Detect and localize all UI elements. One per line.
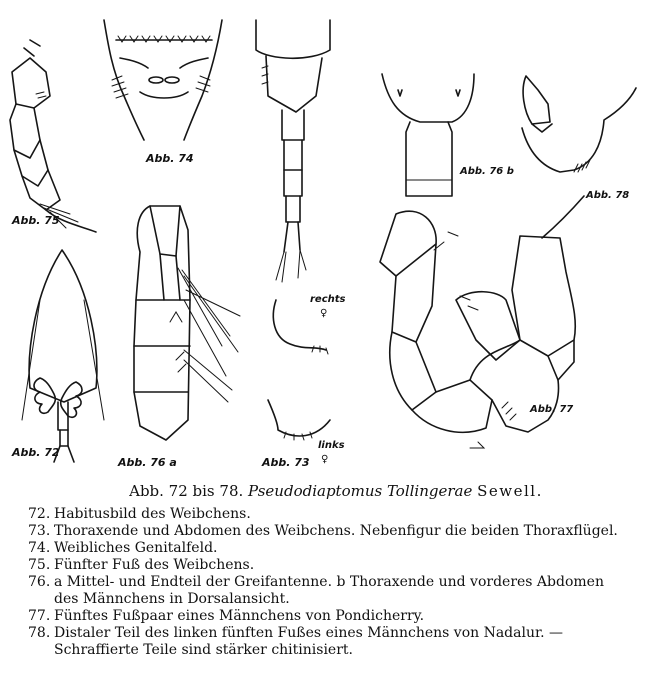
label-rechts: rechts	[310, 294, 346, 305]
legend-item: 74. Weibliches Genitalfeld.	[28, 540, 218, 556]
figure-caption-title	[0, 482, 672, 500]
legend-item: 75. Fünfter Fuß des Weibchens.	[28, 557, 255, 573]
caption-block	[0, 480, 672, 700]
caption-species: Pseudodiaptomus Tollingerae	[248, 482, 473, 500]
caption-author: Sewell.	[477, 482, 543, 500]
label-abb77: Abb. 77	[530, 404, 574, 415]
label-abb76b: Abb. 76 b	[460, 166, 514, 177]
drawing-abb78	[522, 76, 636, 172]
label-abb72: Abb. 72	[12, 446, 60, 459]
label-abb78: Abb. 78	[586, 190, 630, 201]
drawing-abb74	[104, 20, 222, 140]
label-abb75: Abb. 75	[12, 214, 60, 227]
label-abb74: Abb. 74	[146, 152, 194, 165]
legend-item: 72. Habitusbild des Weibchens.	[28, 506, 251, 522]
legend-item: 78. Distaler Teil des linken fünften Fußes eines Männchens von Nadalur. — Schraffierte Teile sind stärker chitinisiert.	[28, 625, 564, 658]
drawing-abb75	[10, 40, 96, 232]
legend-item: 76. a Mittel- und Endteil der Greifantenne. b Thoraxende und vorderes Abdomen des Männchens in Dorsalansicht.	[28, 574, 604, 607]
label-abb73: Abb. 73	[262, 456, 310, 469]
label-abb76a: Abb. 76 a	[118, 456, 177, 469]
drawing-abb76b	[382, 74, 474, 196]
caption-prefix: Abb. 72 bis 78.	[129, 482, 244, 500]
female-sign-links: ♀	[321, 454, 329, 465]
label-links: links	[318, 440, 345, 451]
legend-item: 73. Thoraxende und Abdomen des Weibchens. Nebenfigur die beiden Thoraxflügel.	[28, 523, 618, 539]
drawing-abb73-main	[256, 20, 330, 282]
drawing-abb72	[22, 250, 104, 462]
drawing-abb73-wings	[268, 300, 330, 440]
legend-item: 77. Fünftes Fußpaar eines Männchens von Pondicherry.	[28, 608, 425, 624]
drawing-abb76a	[134, 206, 240, 440]
female-sign-rechts: ♀	[320, 308, 328, 319]
figure-legend-list	[0, 506, 672, 659]
